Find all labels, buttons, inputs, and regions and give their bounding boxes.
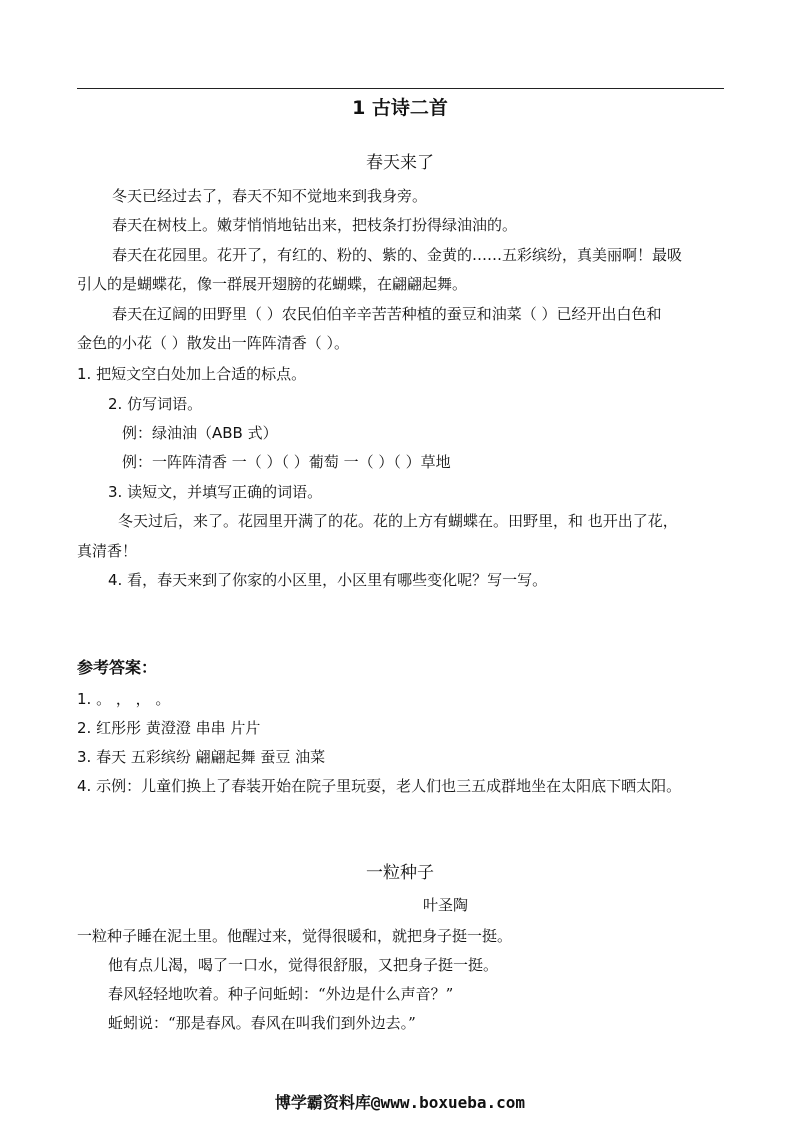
- question-1: 1. 把短文空白处加上合适的标点。: [77, 365, 307, 383]
- question-4: 4. 看，春天来到了你家的小区里，小区里有哪些变化呢？写一写。: [108, 571, 548, 589]
- paragraph: 春风轻轻地吹着。种子问蚯蚓：“外边是什么声音？”: [108, 985, 454, 1003]
- question-2-example-1: 例：绿油油（ABB 式）: [122, 424, 278, 442]
- paragraph: 冬天已经过去了，春天不知不觉地来到我身旁。: [112, 187, 428, 205]
- question-2: 2. 仿写词语。: [108, 395, 203, 413]
- paragraph: 引人的是蝴蝶花，像一群展开翅膀的花蝴蝶，在翩翩起舞。: [77, 275, 468, 293]
- answer-item: 2. 红彤彤 黄澄澄 串串 片片: [77, 719, 261, 737]
- author: 叶圣陶: [423, 896, 469, 914]
- section-title-seed: 一粒种子: [366, 863, 434, 883]
- question-3: 3. 读短文，并填写正确的词语。: [108, 483, 323, 501]
- paragraph: 一粒种子睡在泥土里。他醒过来，觉得很暖和，就把身子挺一挺。: [77, 927, 513, 945]
- paragraph: 春天在树枝上。嫩芽悄悄地钻出来，把枝条打扮得绿油油的。: [112, 216, 518, 234]
- question-3-text: 真清香！: [77, 542, 138, 560]
- footer-watermark: 博学霸资料库@www.boxueba.com: [274, 1093, 526, 1112]
- question-3-text: 冬天过后，来了。花园里开满了的花。花的上方有蝴蝶在。田野里，和 也开出了花，: [118, 512, 678, 530]
- paragraph: 他有点儿渴，喝了一口水，觉得很舒服，又把身子挺一挺。: [108, 956, 499, 974]
- question-2-example-2: 例：一阵阵清香 一（ ）（ ）葡萄 一（ ）（ ）草地: [122, 453, 451, 471]
- paragraph: 春天在辽阔的田野里（ ）农民伯伯辛辛苦苦种植的蚕豆和油菜（ ）已经开出白色和: [112, 305, 662, 323]
- answer-item: 3. 春天 五彩缤纷 翩翩起舞 蚕豆 油菜: [77, 748, 326, 766]
- answers-heading: 参考答案：: [77, 658, 158, 677]
- paragraph: 金色的小花（ ）散发出一阵阵清香（ ）。: [77, 334, 350, 352]
- paragraph: 蚯蚓说：“那是春风。春风在叫我们到外边去。”: [108, 1014, 416, 1032]
- answer-item: 1. 。 ， ， 。: [77, 690, 171, 708]
- lesson-title: 1 古诗二首: [352, 97, 448, 119]
- section-title-spring: 春天来了: [366, 153, 434, 173]
- paragraph: 春天在花园里。花开了，有红的、粉的、紫的、金黄的……五彩缤纷，真美丽啊！最吸: [112, 246, 683, 264]
- answer-item: 4. 示例：儿童们换上了春装开始在院子里玩耍，老人们也三五成群地坐在太阳底下晒太阳。: [77, 777, 682, 795]
- header-rule: [77, 88, 724, 89]
